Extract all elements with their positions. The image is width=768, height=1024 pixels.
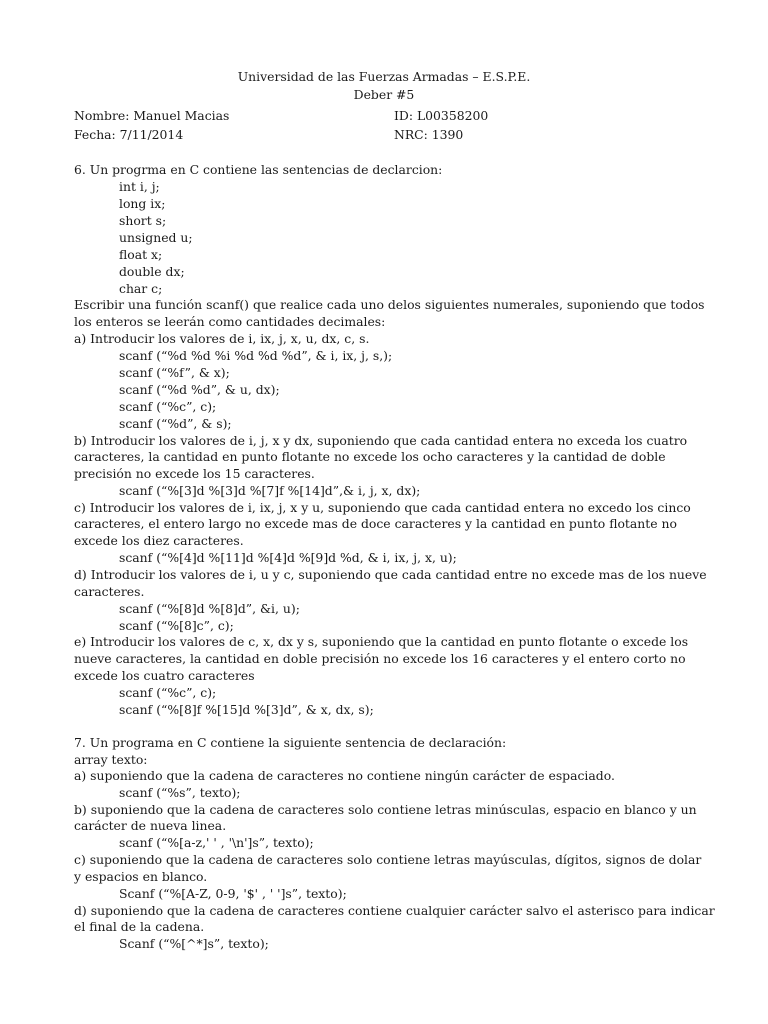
code-line: Scanf (“%[^*]s”, texto); (119, 936, 269, 951)
code-line: scanf (“%[a-z,' ' , '\n']s”, texto); (119, 835, 314, 850)
code-line: scanf (“%c”, c); (119, 399, 217, 414)
q7-a-text: a) suponiendo que la cadena de caracteres no contiene ningún carácter de espaciado. (74, 768, 615, 783)
q7-d-text: el final de la cadena. (74, 919, 205, 934)
q6-instruction: Escribir una función scanf() que realice cada uno delos siguientes numerales, suponiendo que todos (74, 297, 705, 312)
code-line: scanf (“%[8]c”, c); (119, 618, 234, 633)
declaration-line: double dx; (119, 264, 185, 279)
q6-a-text: a) Introducir los valores de i, ix, j, x, u, dx, c, s. (74, 331, 370, 346)
q7-declaration: array texto: (74, 752, 148, 767)
q6-e-text: nueve caracteres, la cantidad en doble precisión no excede los 16 caracteres y el entero corto no (74, 651, 686, 666)
code-line: scanf (“%s”, texto); (119, 785, 241, 800)
declaration-line: short s; (119, 213, 167, 228)
q6-e-text: e) Introducir los valores de c, x, dx y s, suponiendo que la cantidad en punto flotante o excede los (74, 634, 689, 649)
q7-statement: 7. Un programa en C contiene la siguiente sentencia de declaración: (74, 735, 507, 750)
q7-b-text: carácter de nueva linea. (74, 818, 227, 833)
q6-e-text: excede los cuatro caracteres (74, 668, 255, 683)
q6-b-text: b) Introducir los valores de i, j, x y dx, suponiendo que cada cantidad entera no exceda los cuatro (74, 433, 688, 448)
nrc: NRC: 1390 (394, 127, 464, 142)
q7-b-text: b) suponiendo que la cadena de caracteres solo contiene letras minúsculas, espacio en blanco y un (74, 802, 697, 817)
q6-d-text: caracteres. (74, 584, 145, 599)
declaration-line: float x; (119, 247, 163, 262)
code-line: scanf (“%[8]f %[15]d %[3]d”, & x, dx, s); (119, 702, 374, 717)
code-line: scanf (“%[3]d %[3]d %[7]f %[14]d”,& i, j, x, dx); (119, 483, 421, 498)
date: Fecha: 7/11/2014 (74, 127, 184, 142)
q6-b-text: precisión no excede los 15 caracteres. (74, 466, 315, 481)
code-line: scanf (“%d”, & s); (119, 416, 232, 431)
university-title: Universidad de las Fuerzas Armadas – E.S.P.E. (237, 69, 531, 84)
code-line: scanf (“%[4]d %[11]d %[4]d %[9]d %d, & i, ix, j, x, u); (119, 550, 457, 565)
q6-b-text: caracteres, la cantidad en punto flotante no excede los ocho caracteres y la cantidad de doble (74, 449, 666, 464)
q7-d-text: d) suponiendo que la cadena de caracteres contiene cualquier carácter salvo el asterisco para indicar (74, 903, 715, 918)
q7-c-text: c) suponiendo que la cadena de caracteres solo contiene letras mayúsculas, dígitos, signos de dolar (74, 852, 702, 867)
q7-c-text: y espacios en blanco. (74, 869, 208, 884)
q6-c-text: c) Introducir los valores de i, ix, j, x y u, suponiendo que cada cantidad entera no excedo los cinco (74, 500, 691, 515)
code-line: scanf (“%d %d %i %d %d %d”, & i, ix, j, s,); (119, 348, 393, 363)
q6-c-text: caracteres, el entero largo no excede mas de doce caracteres y la cantidad en punto flotante no (74, 516, 677, 531)
student-id: ID: L00358200 (394, 108, 489, 123)
q6-statement: 6. Un progrma en C contiene las sentencias de declarcion: (74, 162, 443, 177)
code-line: scanf (“%f”, & x); (119, 365, 230, 380)
code-line: scanf (“%c”, c); (119, 685, 217, 700)
q6-instruction: los enteros se leerán como cantidades decimales: (74, 314, 386, 329)
student-name: Nombre: Manuel Macias (74, 108, 230, 123)
q6-d-text: d) Introducir los valores de i, u y c, suponiendo que cada cantidad entre no excede mas de los nueve (74, 567, 707, 582)
declaration-line: char c; (119, 281, 163, 296)
code-line: scanf (“%d %d”, & u, dx); (119, 382, 280, 397)
q6-c-text: excede los diez caracteres. (74, 533, 244, 548)
code-line: Scanf (“%[A-Z, 0-9, '$' , ' ']s”, texto); (119, 886, 347, 901)
declaration-line: unsigned u; (119, 230, 193, 245)
assignment-title: Deber #5 (353, 87, 415, 102)
code-line: scanf (“%[8]d %[8]d”, &i, u); (119, 601, 300, 616)
declaration-line: long ix; (119, 196, 166, 211)
declaration-line: int i, j; (119, 179, 160, 194)
